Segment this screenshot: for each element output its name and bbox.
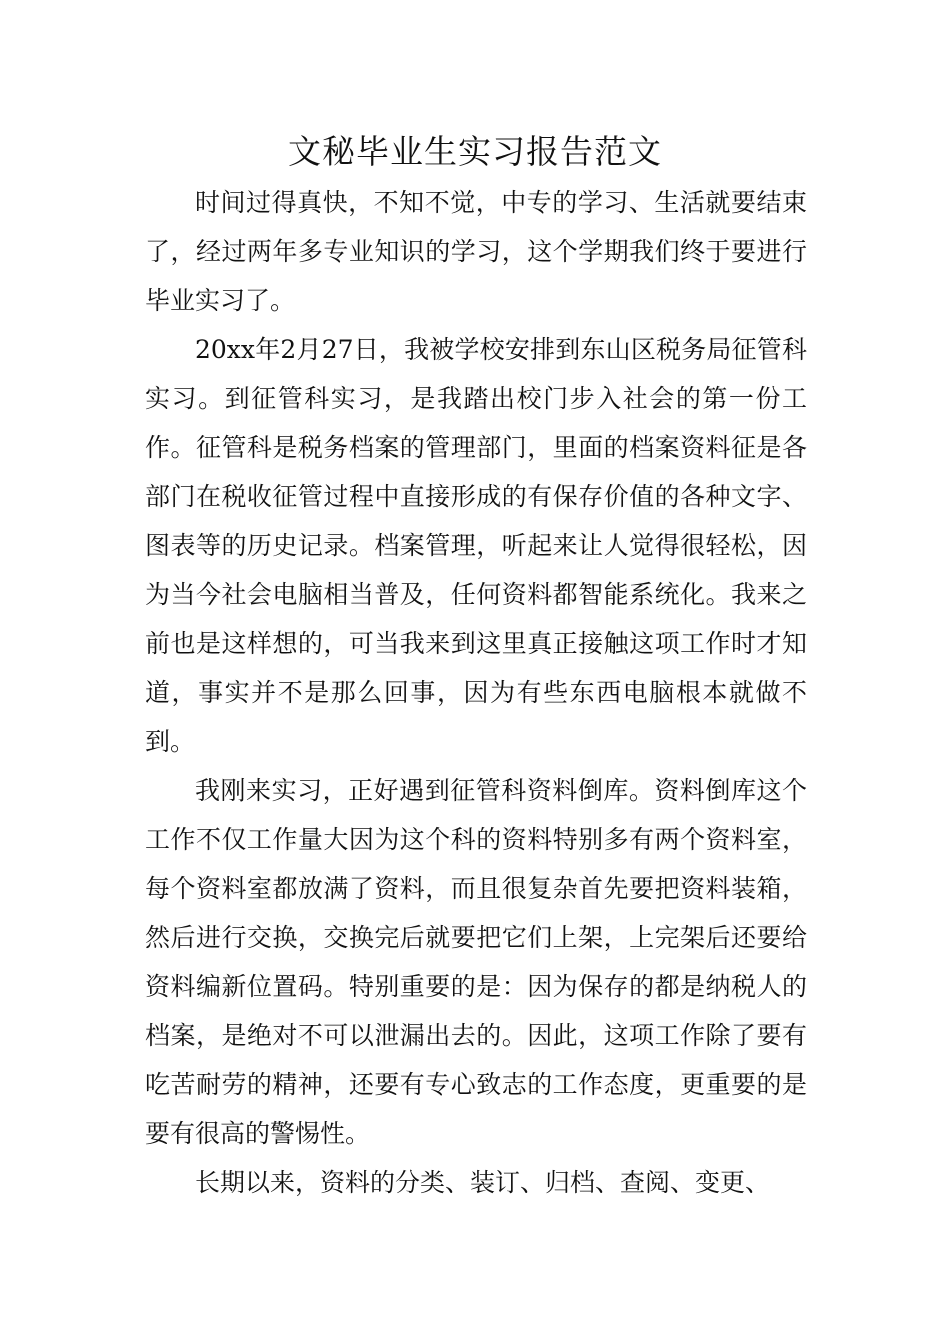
paragraph-1: 时间过得真快，不知不觉，中专的学习、生活就要结束了，经过两年多专业知识的学习，这个学期我们终于要进行毕业实习了。 (145, 188, 807, 315)
paragraph-3: 我刚来实习，正好遇到征管科资料倒库。资料倒库这个工作不仅工作量大因为这个科的资料特别多有两个资料室，每个资料室都放满了资料，而且很复杂首先要把资料装箱，然后进行交换，交换完后就要把它们上架，上完架后还要给资料编新位置码。特别重要的是：因为保存的都是纳税人的档案，是绝对不可以泄漏出去的。因此，这项工作除了要有吃苦耐劳的精神，还要有专心致志的工作态度，更重要的是要有很高的警惕性。 (145, 776, 807, 1148)
paragraph-2: 20xx年2月27日，我被学校安排到东山区税务局征管科实习。到征管科实习，是我踏出校门步入社会的第一份工作。征管科是税务档案的管理部门，里面的档案资料征是各部门在税收征管过程中直接形成的有保存价值的各种文字、图表等的历史记录。档案管理，听起来让人觉得很轻松，因为当今社会电脑相当普及，任何资料都智能系统化。我来之前也是这样想的，可当我来到这里真正接触这项工作时才知道，事实并不是那么回事，因为有些东西电脑根本就做不到。 (145, 335, 807, 756)
document-body (145, 178, 807, 1207)
document-title: 文秘毕业生实习报告范文 (288, 132, 662, 171)
paragraph-4: 长期以来，资料的分类、装订、归档、查阅、变更、 (195, 1168, 771, 1197)
